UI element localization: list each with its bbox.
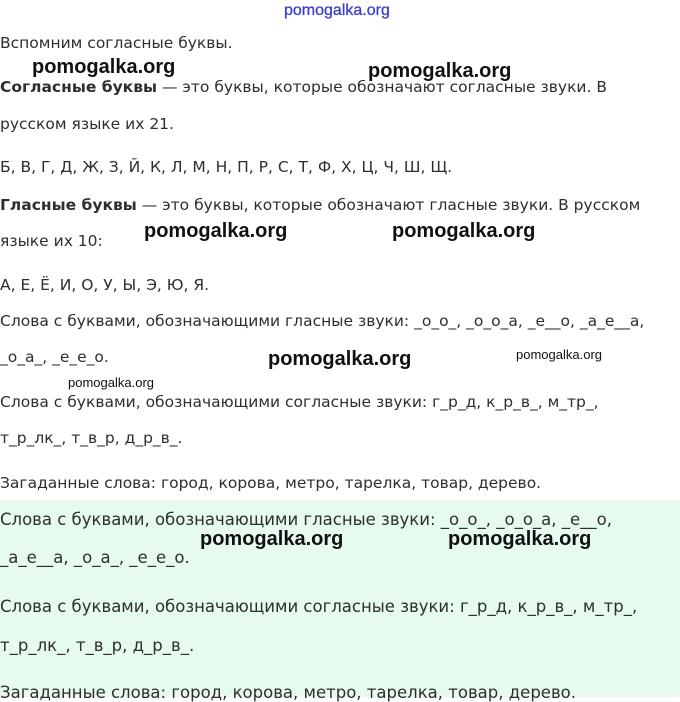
- watermark: pomogalka.org: [368, 60, 512, 82]
- answer-consonant-words-line-1: Слова с буквами, обозначающими согласные звуки: г_р_д, к_р_в_, м_тр_,: [0, 597, 638, 616]
- watermark: pomogalka.org: [448, 528, 592, 550]
- watermark: pomogalka.org: [32, 56, 176, 78]
- intro-text: Вспомним согласные буквы.: [0, 34, 233, 52]
- task-guessed-words: Загаданные слова: город, корова, метро, тарелка, товар, дерево.: [0, 474, 542, 492]
- consonants-definition-text: — это буквы, которые обозначают согласные звуки. В: [157, 78, 607, 96]
- task-vowel-words-line-1: Слова с буквами, обозначающими гласные звуки: _о_о_, _о_о_а, _е__о, _а_е__а,: [0, 312, 645, 330]
- watermark: pomogalka.org: [200, 528, 344, 550]
- task-consonant-words-line-2: т_р_лк_, т_в_р, д_р_в_.: [0, 429, 183, 447]
- consonants-definition-line-1: [0, 78, 607, 96]
- answer-vowel-words-line-1: Слова с буквами, обозначающими гласные звуки: _о_о_, _о_о_а, _е__о,: [0, 510, 613, 529]
- answer-guessed-words: Загаданные слова: город, корова, метро, тарелка, товар, дерево.: [0, 683, 577, 702]
- consonants-list: Б, В, Г, Д, Ж, З, Й, К, Л, М, Н, П, Р, С, Т, Ф, Х, Ц, Ч, Ш, Щ.: [0, 158, 453, 176]
- watermark: pomogalka.org: [144, 220, 288, 242]
- vowels-list: А, Е, Ё, И, О, У, Ы, Э, Ю, Я.: [0, 276, 210, 294]
- task-vowel-words-line-2: _о_а_, _е_е_о.: [0, 348, 109, 366]
- task-consonant-words-line-1: Слова с буквами, обозначающими согласные звуки: г_р_д, к_р_в_, м_тр_,: [0, 393, 599, 411]
- vowels-term: Гласные буквы: [0, 196, 137, 214]
- site-header-link[interactable]: pomogalka.org: [284, 2, 390, 19]
- watermark: pomogalka.org: [268, 348, 412, 370]
- answer-consonant-words-line-2: т_р_лк_, т_в_р, д_р_в_.: [0, 636, 195, 655]
- watermark: pomogalka.org: [392, 220, 536, 242]
- answer-vowel-words-line-2: _а_е__а, _о_а_, _е_е_о.: [0, 548, 190, 567]
- watermark: pomogalka.org: [516, 347, 602, 362]
- vowels-definition-line-2: языке их 10:: [0, 232, 103, 250]
- watermark: pomogalka.org: [68, 375, 154, 390]
- consonants-term: Согласные буквы: [0, 78, 158, 96]
- vowels-definition-line-1: [0, 196, 640, 214]
- consonants-definition-line-2: русском языке их 21.: [0, 115, 174, 133]
- vowels-definition-text: — это буквы, которые обозначают гласные звуки. В русском: [136, 196, 641, 214]
